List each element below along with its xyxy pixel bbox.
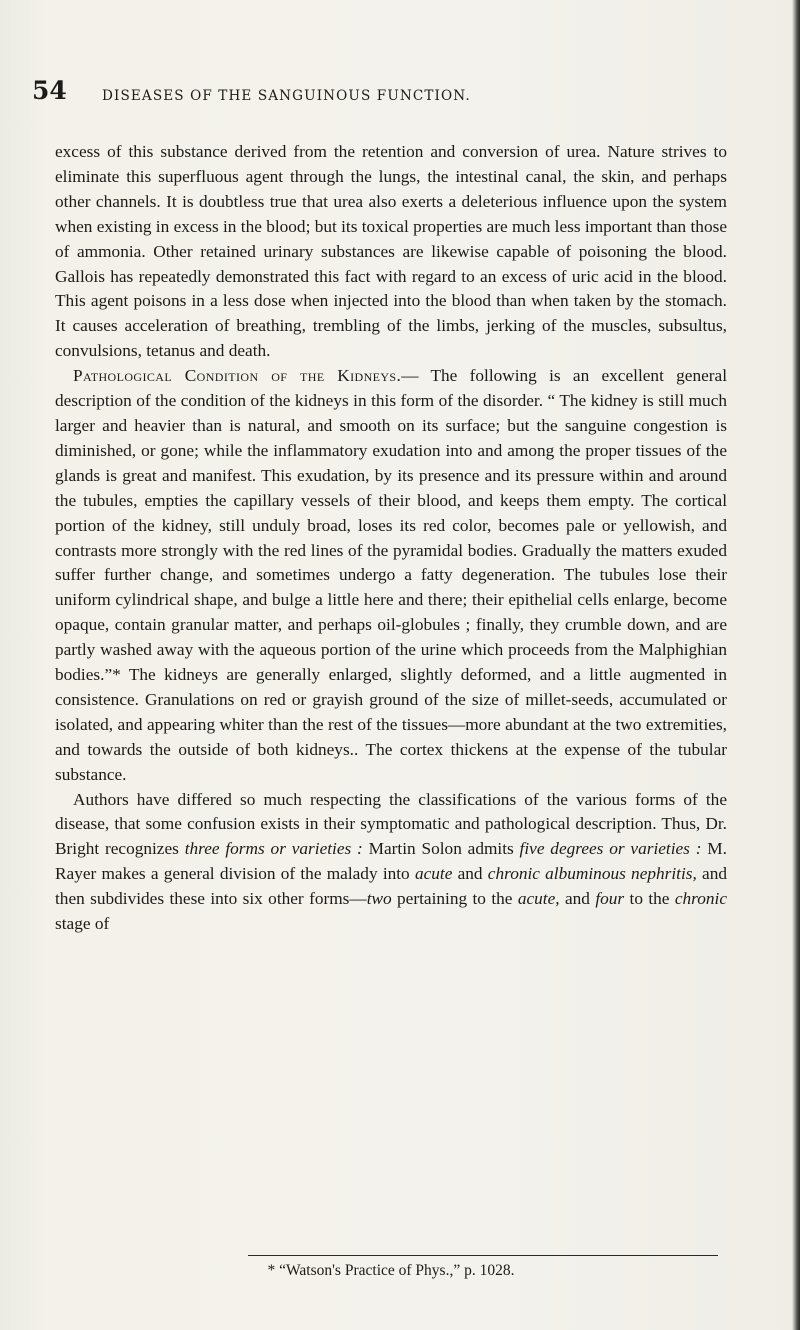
running-title: DISEASES OF THE SANGUINOUS FUNCTION. <box>102 88 471 104</box>
p3-italic-3: acute <box>414 864 453 884</box>
paragraph-2-text: — The following is an excellent general description of the condition of the kidneys in this form of the disorder. “ The kidney is still much larger and heavier than is natural, and smooth on its surface; but the sanguine congestion is diminished, or gone; while the inflammatory exudation into and among the proper tissues of the glands is great and manifest. This exudation, by its presence and its pressure within and around the tubules, empties the capillary vessels of their blood, and keeps them empty. The cortical portion of the kidney, still unduly broad, loses its red color, becomes pale or yellowish, and contrasts more strongly with the red lines of the pyramidal bodies. Gradually the matters exuded suffer further change, and sometimes undergo a fatty degeneration. The tubules lose their uniform cylindrical shape, and bulge a little here and there; their epithelial cells enlarge, become opaque, contain granular matter, and perhaps oil-globules ; finally, they crumble down, and are partly washed away with the aqueous portion of the urine which proceeds from the Malphighian bodies.”* The kidneys are generally enlarged, slightly deformed, and a little augmented in consistence. Granulations on red or grayish ground of the size of millet-seeds, accumulated or isolated, and appearing whiter than the rest of the tissues—more abundant at the two extremities, and towards the outside of both kidneys.. The cortex thickens at the expense of the tubular substance. <box>55 366 727 784</box>
page-number: 54 <box>32 76 67 105</box>
paragraph-3 <box>55 788 727 937</box>
footnote-rule <box>248 1255 718 1256</box>
p3-segment-g: and <box>559 889 596 909</box>
p3-segment-d: and <box>452 864 488 884</box>
page-edge-shadow <box>792 0 800 1330</box>
p3-italic-1: three forms or varieties : <box>184 839 363 859</box>
p3-italic-8: chronic <box>674 889 728 909</box>
section-heading: Pathological Condition of the Kidneys. <box>73 366 402 386</box>
footnote: * “Watson's Practice of Phys.,” p. 1028. <box>267 1262 515 1279</box>
p3-italic-7: four <box>595 889 625 909</box>
p3-italic-4: chronic albuminous nephritis, <box>487 864 697 884</box>
p3-segment-a: Authors have differed so much respecting the classifications of the various forms of the disease, that some confusion exists in their symptomatic and pathological description. Thus, Dr. Bright recognizes <box>55 789 727 859</box>
p3-segment-c: M. Rayer makes a general division of the malady into <box>55 839 727 884</box>
p3-italic-5: two <box>366 889 392 909</box>
page-header <box>32 74 752 110</box>
p3-italic-6: acute, <box>517 889 560 909</box>
p3-segment-j: stage of <box>55 914 110 934</box>
p3-segment-f: pertaining to the <box>391 889 518 909</box>
p3-segment-b: Martin Solon admits <box>362 839 520 859</box>
p3-italic-2: five degrees or varieties : <box>519 839 702 859</box>
body-text <box>55 140 727 937</box>
paragraph-2 <box>55 364 727 787</box>
paragraph-1: excess of this substance derived from the retention and conversion of urea. Nature strives to eliminate this superfluous agent through the lungs, the intestinal canal, the skin, and perhaps other channels. It is doubtless true that urea also exerts a deleterious influence upon the system when existing in excess in the blood; but its toxical properties are much less important than those of ammonia. Other retained urinary substances are likewise capable of poisoning the blood. Gallois has repeatedly demonstrated this fact with regard to an excess of uric acid in the blood. This agent poisons in a less dose when injected into the blood than when taken by the stomach. It causes acceleration of breathing, trembling of the limbs, jerking of the muscles, subsultus, convulsions, tetanus and death. <box>55 142 727 361</box>
p3-segment-h: to the <box>624 889 675 909</box>
p3-segment-e: and then subdivides these into six other forms— <box>55 864 728 909</box>
